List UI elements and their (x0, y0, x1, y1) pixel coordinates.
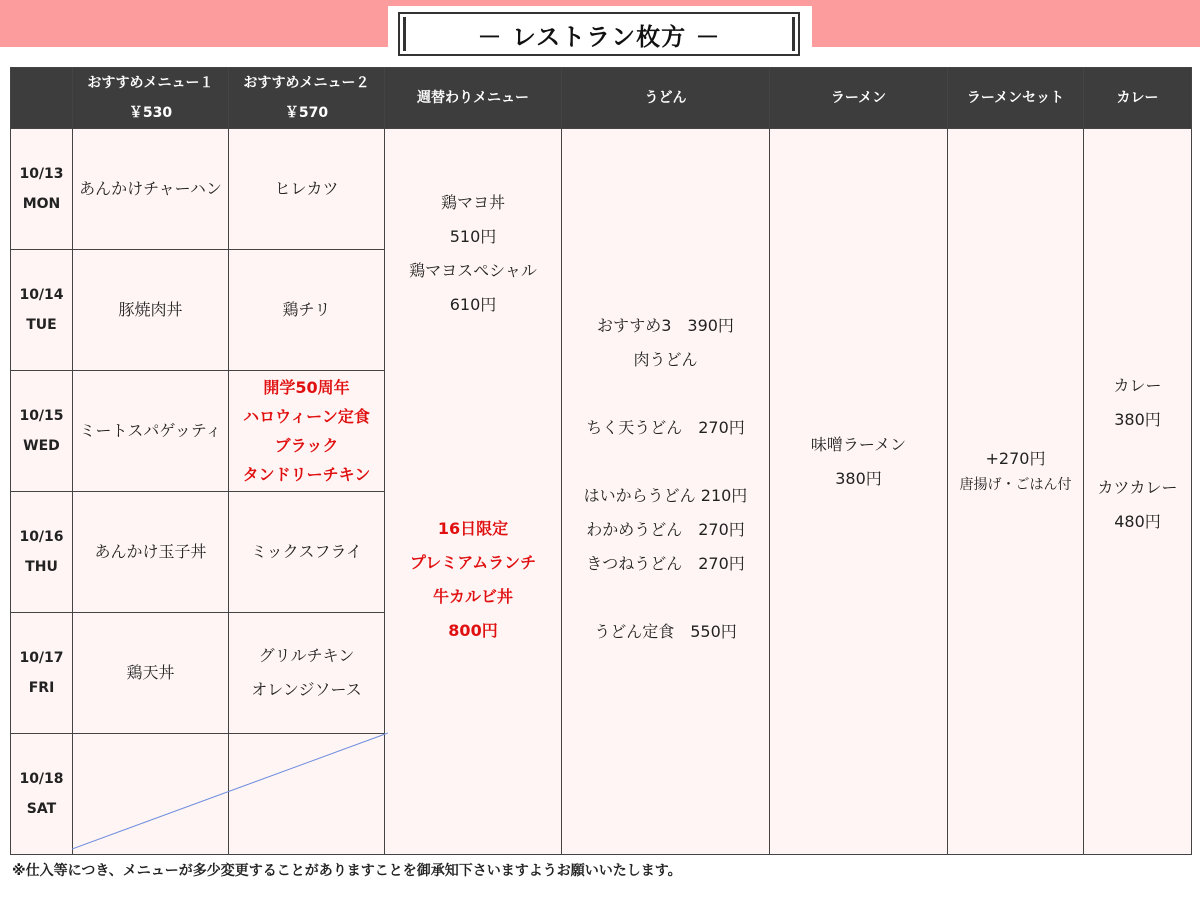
menu2-cell (229, 613, 385, 734)
header-menu1-price: ￥530 (128, 105, 173, 121)
special-title: プレミアムランチ (409, 552, 537, 572)
menu2-line: ハロウィーン定食 (243, 407, 370, 426)
header-menu2-label: おすすめメニュー２ (243, 75, 370, 91)
menu2-cell (229, 250, 385, 371)
weekday: FRI (28, 680, 55, 696)
special-price: 800円 (448, 620, 498, 640)
date: 10/15 (19, 408, 64, 424)
menu1-cell: 豚焼肉丼 (73, 250, 229, 371)
ramen-name: 味噌ラーメン (810, 434, 907, 454)
menu1-cell: あんかけチャーハン (73, 129, 229, 250)
menu2-cell (229, 492, 385, 613)
header-menu1 (73, 68, 229, 129)
header-curry: カレー (1084, 68, 1192, 129)
menu2-line: ヒレカツ (274, 179, 339, 198)
menu2-line: グリルチキン (258, 646, 355, 665)
ramen-price: 380円 (835, 468, 882, 488)
menu-table (10, 67, 1192, 855)
menu2-cell (229, 371, 385, 492)
ramen-set-note: 唐揚げ・ごはん付 (959, 476, 1072, 493)
menu2-line: オレンジソース (251, 680, 362, 699)
title-box (398, 12, 800, 56)
header-udon: うどん (562, 68, 770, 129)
weekly-price: 610円 (449, 294, 497, 314)
curry-price: 380円 (1114, 409, 1161, 429)
menu1-cell (73, 734, 229, 855)
katsu-curry-price: 480円 (1114, 511, 1161, 531)
weekday: THU (25, 559, 58, 575)
date: 10/17 (19, 650, 64, 666)
header-ramen: ラーメン (770, 68, 948, 129)
udon-line: はいからうどん 210円 (583, 486, 748, 505)
weekly-item: 鶏マヨ丼 (440, 192, 505, 212)
footnote: ※仕入等につき、メニューが多少変更することがありますことを御承知下さいますようお願いいたします。 (12, 863, 682, 879)
weekly-item: 鶏マヨスペシャル (409, 260, 537, 280)
menu2-line: 開学50周年 (263, 378, 350, 397)
weekly-price: 510円 (449, 226, 497, 246)
menu1-cell: あんかけ玉子丼 (73, 492, 229, 613)
header-row (11, 68, 1192, 129)
page-title: － レストラン枚方 － (477, 22, 721, 51)
date-cell (11, 129, 73, 250)
menu2-line: ブラック (274, 436, 339, 455)
date: 10/16 (19, 529, 64, 545)
header-menu2 (229, 68, 385, 129)
date-cell (11, 492, 73, 613)
weekday: MON (22, 196, 61, 212)
date-cell (11, 371, 73, 492)
title-frame (388, 6, 812, 62)
menu1-cell: ミートスパゲッティ (73, 371, 229, 492)
menu2-cell (229, 734, 385, 855)
date: 10/14 (19, 287, 64, 303)
date-cell (11, 250, 73, 371)
date-cell (11, 734, 73, 855)
udon-line: ちく天うどん 270円 (586, 418, 745, 437)
header-date (11, 68, 73, 129)
weekday: SAT (26, 801, 57, 817)
curry-cell (1084, 129, 1192, 855)
special-item: 牛カルビ丼 (432, 586, 513, 606)
udon-line: 肉うどん (633, 350, 698, 369)
ramen-set-price: +270円 (985, 448, 1046, 468)
header-menu2-price: ￥570 (284, 105, 329, 121)
katsu-curry-name: カツカレー (1097, 477, 1178, 497)
menu1-cell: 鶏天丼 (73, 613, 229, 734)
date: 10/18 (19, 771, 64, 787)
menu2-cell (229, 129, 385, 250)
udon-line: うどん定食 550円 (594, 622, 737, 641)
ramen-cell (770, 129, 948, 855)
header-weekly: 週替わりメニュー (385, 68, 562, 129)
udon-line: わかめうどん 270円 (586, 520, 745, 539)
header-ramen-set: ラーメンセット (948, 68, 1084, 129)
special-note: 16日限定 (437, 518, 509, 538)
menu2-line: ミックスフライ (250, 542, 363, 561)
date-cell (11, 613, 73, 734)
weekday: WED (23, 438, 60, 454)
udon-cell (562, 129, 770, 855)
menu2-line: 鶏チリ (282, 300, 331, 319)
weekday: TUE (26, 317, 57, 333)
weekly-menu-cell (385, 129, 562, 855)
ramen-set-cell (948, 129, 1084, 855)
udon-line: きつねうどん 270円 (586, 554, 745, 573)
date: 10/13 (19, 166, 64, 182)
curry-name: カレー (1113, 375, 1162, 395)
menu2-line: タンドリーチキン (242, 465, 371, 484)
table-row (11, 129, 1192, 250)
udon-line: おすすめ3 390円 (597, 316, 734, 335)
header-menu1-label: おすすめメニュー１ (87, 75, 214, 91)
